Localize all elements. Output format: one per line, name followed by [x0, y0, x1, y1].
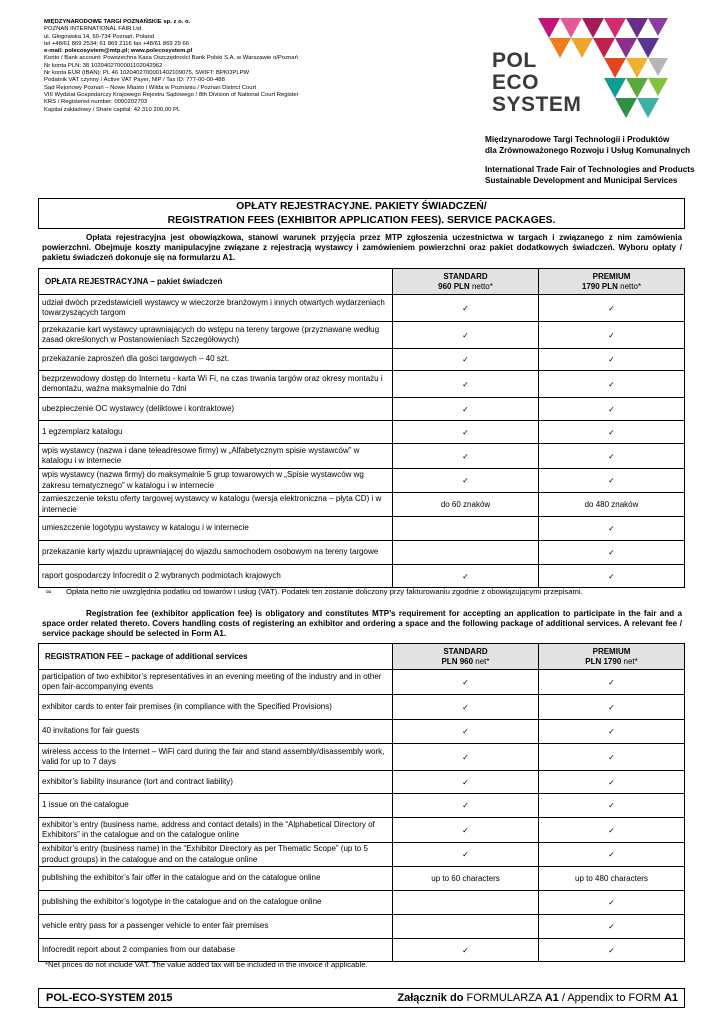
plan-name: PREMIUM	[592, 646, 631, 656]
fair-name-pl: Międzynarodowe Targi Technologii i Produktów	[485, 135, 670, 144]
standard-cell: ✓	[393, 670, 539, 695]
company-line: Kapitał zakładowy / Share capital: 42 310 200,00 PL	[44, 106, 181, 113]
table-row	[39, 421, 685, 444]
feature-cell: exhibitor cards to enter fair premises (in compliance with the Specified Provisions)	[39, 695, 393, 720]
premium-cell: ✓	[539, 818, 685, 843]
footer-appendix-part: A1	[544, 992, 559, 1004]
feature-cell: wpis wystawcy (nazwa firmy) do maksymalnie 5 grup towarowych w „Spisie wystawców wg zakresu tematycznego” w katalogu i w internecie	[39, 469, 393, 493]
table-row	[39, 349, 685, 371]
feature-cell: Infocredit report about 2 companies from our database	[39, 939, 393, 962]
table-row	[39, 371, 685, 398]
company-info	[44, 19, 464, 114]
logo-wordmark	[492, 50, 581, 116]
company-line: POZNAŃ INTERNATIONAL FAIR Ltd.	[44, 26, 143, 33]
page-title-pl: OPŁATY REJESTRACYJNE. PAKIETY ŚWIADCZEŃ/	[236, 201, 487, 212]
company-line: Podatnik VAT czynny / Active VAT Payer, NIP / Tax ID: 777-00-00-488	[44, 77, 225, 84]
feature-cell: umieszczenie logotypu wystawcy w katalogu i w internecie	[39, 517, 393, 541]
table-header-label: OPŁATA REJESTRACYJNA – pakiet świadczeń	[39, 269, 393, 295]
standard-cell	[393, 517, 539, 541]
table-row	[39, 469, 685, 493]
table-row	[39, 493, 685, 517]
feature-cell: przekazanie zaproszeń dla gości targowych – 40 szt.	[39, 349, 393, 371]
standard-cell: ✓	[393, 695, 539, 720]
table-row	[39, 771, 685, 794]
standard-cell: ✓	[393, 794, 539, 818]
feature-cell: zamieszczenie tekstu oferty targowej wystawcy w katalogu (wersja elektroniczna – płyta CD) i w internecie	[39, 493, 393, 517]
table-body	[39, 670, 685, 962]
premium-cell: ✓	[539, 744, 685, 771]
table-row	[39, 670, 685, 695]
premium-cell: ✓	[539, 794, 685, 818]
standard-cell: ✓	[393, 771, 539, 794]
standard-cell: ✓	[393, 398, 539, 421]
footnote-en: *Net prices do not include VAT. The value added tax will be included in the invoice if applicable.	[45, 960, 368, 969]
standard-cell	[393, 891, 539, 915]
fair-name-pl: dla Zrównoważonego Rozwoju i Usług Komunalnych	[485, 145, 691, 155]
feature-cell: participation of two exhibitor’s representatives in an evening meeting of the industry and in other open fair-accompanying events	[39, 670, 393, 695]
plan-price-suffix: net*	[473, 656, 490, 666]
feature-cell: 1 issue on the catalogue	[39, 794, 393, 818]
premium-cell: do 480 znaków	[539, 493, 685, 517]
feature-cell: bezprzewodowy dostęp do Internetu - karta Wi Fi, na czas trwania targów oraz okresy montażu i demontażu, ważna maksymalnie do 7dni	[39, 371, 393, 398]
company-line: Konto / Bank account: Powszechna Kasa Oszczędności Bank Polski S.A. w Warszawie o/Poznań	[44, 55, 298, 62]
company-line: ul. Głogowska 14, 60-734 Poznań, Poland	[44, 33, 155, 40]
table-body	[39, 295, 685, 588]
standard-column-header	[393, 644, 539, 670]
company-line: KRS / Registered number: 0000202703	[44, 99, 148, 106]
premium-cell: ✓	[539, 469, 685, 493]
standard-column-header	[393, 269, 539, 295]
footer-appendix-part: FORMULARZA	[466, 992, 545, 1004]
premium-cell: ✓	[539, 771, 685, 794]
table-row	[39, 695, 685, 720]
intro-paragraph-en	[42, 609, 682, 640]
premium-cell: ✓	[539, 444, 685, 469]
premium-cell: ✓	[539, 915, 685, 939]
standard-cell: ✓	[393, 720, 539, 744]
table-row	[39, 295, 685, 322]
standard-cell: ✓	[393, 421, 539, 444]
standard-cell: ✓	[393, 565, 539, 588]
logo-word: POL	[492, 49, 537, 72]
premium-cell: ✓	[539, 517, 685, 541]
premium-cell: ✓	[539, 349, 685, 371]
plan-price: 960 PLN	[438, 281, 470, 291]
feature-cell: ubezpieczenie OC wystawcy (deliktowe i kontraktowe)	[39, 398, 393, 421]
standard-cell: ✓	[393, 371, 539, 398]
table-row	[39, 843, 685, 867]
table-row	[39, 720, 685, 744]
page-title-en: REGISTRATION FEES (EXHIBITOR APPLICATION FEES). SERVICE PACKAGES.	[167, 215, 556, 226]
plan-price-suffix: net*	[621, 656, 638, 666]
premium-cell: ✓	[539, 295, 685, 322]
standard-cell: ✓	[393, 843, 539, 867]
table-header-label: REGISTRATION FEE – package of additional services	[39, 644, 393, 670]
fee-table-pl	[38, 268, 685, 588]
premium-cell: ✓	[539, 939, 685, 962]
feature-cell: raport gospodarczy Infocredit o 2 wybranych podmiotach krajowych	[39, 565, 393, 588]
company-line: Nr konta EUR (IBAN): PL 46 1020402700001402109075, SWIFT: BPKOPLPW	[44, 70, 250, 77]
premium-cell: ✓	[539, 843, 685, 867]
feature-cell: wpis wystawcy (nazwa i dane teleadresowe firmy) w „Alfabetycznym spisie wystawców” w katalogu i w internecie	[39, 444, 393, 469]
table-header-row	[39, 644, 685, 670]
company-line: Sąd Rejonowy Poznań – Nowe Miasto i Wilda w Poznaniu / Poznan District Court	[44, 84, 257, 91]
table-row	[39, 867, 685, 891]
table-row	[39, 322, 685, 349]
intro-paragraph-pl	[42, 233, 682, 264]
plan-name: PREMIUM	[592, 271, 631, 281]
feature-cell: publishing the exhibitor’s fair offer in the catalogue and on the catalogue online	[39, 867, 393, 891]
feature-cell: wireless access to the Internet – WiFi card during the fair and stand assembly/disassembly work, valid for up to 7 days	[39, 744, 393, 771]
table-row	[39, 939, 685, 962]
plan-price: PLN 1790	[585, 656, 622, 666]
feature-cell: exhibitor’s liability insurance (tort and contract liability)	[39, 771, 393, 794]
feature-cell: publishing the exhibitor’s logotype in the catalogue and on the catalogue online	[39, 891, 393, 915]
table-row	[39, 444, 685, 469]
fair-names	[485, 135, 715, 186]
premium-column-header	[539, 269, 685, 295]
premium-cell: ✓	[539, 421, 685, 444]
plan-name: STANDARD	[443, 646, 488, 656]
standard-cell: up to 60 characters	[393, 867, 539, 891]
footnote-pl	[46, 587, 583, 597]
standard-cell: ✓	[393, 444, 539, 469]
premium-cell: ✓	[539, 720, 685, 744]
feature-cell: udział dwóch przedstawicieli wystawcy w wieczorze branżowym i innych otwartych wydarzeniach towarzyszących targom	[39, 295, 393, 322]
feature-cell: 1 egzemplarz katalogu	[39, 421, 393, 444]
standard-cell: ✓	[393, 295, 539, 322]
logo-word: SYSTEM	[492, 93, 582, 116]
plan-price-suffix: netto*	[469, 281, 493, 291]
table-row	[39, 565, 685, 588]
premium-column-header	[539, 644, 685, 670]
table-row	[39, 398, 685, 421]
table-row	[39, 541, 685, 565]
feature-cell: przekazanie karty wjazdu uprawniającej do wjazdu samochodem osobowym na tereny targowe	[39, 541, 393, 565]
footer-appendix-part: A1	[663, 992, 678, 1004]
feature-cell: 40 invitations for fair guests	[39, 720, 393, 744]
plan-price: 1790 PLN	[581, 281, 618, 291]
table-row	[39, 517, 685, 541]
table-row	[39, 818, 685, 843]
standard-cell: ✓	[393, 469, 539, 493]
premium-cell: up to 480 characters	[539, 867, 685, 891]
table-row	[39, 794, 685, 818]
premium-cell: ✓	[539, 541, 685, 565]
fee-table-en	[38, 643, 685, 962]
feature-cell: vehicle entry pass for a passenger vehicle to enter fair premises	[39, 915, 393, 939]
company-line: tel +48/61 869 2534; 61 869 2116 fax +48/61 869 29 66	[44, 40, 189, 47]
standard-cell: ✓	[393, 939, 539, 962]
company-line: Nr konta PLN: 38 1020402700001102042962	[44, 62, 163, 69]
company-line: MIĘDZYNARODOWE TARGI POZNAŃSKIE sp. z o. o.	[44, 19, 191, 25]
standard-cell	[393, 541, 539, 565]
company-line: VIII Wydział Gospodarczy Krajowego Rejestru Sądowego / 8th Division of National Court Register	[44, 91, 299, 98]
footer-event-name: POL-ECO-SYSTEM 2015	[46, 992, 173, 1004]
footnote-text-pl: Opłata netto nie uwzględnia podatku od towarów i usług (VAT). Podatek ten zostanie doliczony przy fakturowaniu zgodnie z obowiązującymi przepisami.	[66, 587, 583, 596]
premium-cell: ✓	[539, 398, 685, 421]
table-row	[39, 744, 685, 771]
premium-cell: ✓	[539, 371, 685, 398]
standard-cell: do 60 znaków	[393, 493, 539, 517]
fair-name-en: Sustainable Development and Municipal Services	[485, 175, 678, 185]
premium-cell: ✓	[539, 891, 685, 915]
standard-cell: ✓	[393, 322, 539, 349]
table-header-row	[39, 269, 685, 295]
standard-cell: ✓	[393, 744, 539, 771]
company-line: e-mail: polecosystem@mtp.pl; www.polecosystem.pl	[44, 48, 193, 55]
footer-appendix	[397, 989, 678, 1007]
premium-cell: ✓	[539, 322, 685, 349]
feature-cell: exhibitor’s entry (business name, address and contact details) in the “Alphabetical Directory of Exhibitors” in the catalogue and on the catalogue online	[39, 818, 393, 843]
footnote-bullet: ∞	[46, 587, 52, 596]
premium-cell: ✓	[539, 565, 685, 588]
table-row	[39, 891, 685, 915]
footer-appendix-part: / Appendix to FORM	[558, 992, 664, 1004]
fair-name-en: International Trade Fair of Technologies and Products	[485, 165, 695, 175]
feature-cell: przekazanie kart wystawcy uprawniających do wstępu na tereny targowe (przyznawane według zasad określonych w Postanowieniach Szczegółowych)	[39, 322, 393, 349]
standard-cell	[393, 915, 539, 939]
plan-price: PLN 960	[441, 656, 474, 666]
page-title	[38, 198, 685, 229]
intro-text-pl: Opłata rejestracyjna jest obowiązkowa, stanowi warunek przyjęcia przez MTP zgłoszenia uczestnictwa w targach i związanego z nim zamówienia powierzchni. Obejmuje koszty manipulacyjne związane z rejestracją wystawcy i zamówieniem powierzchni oraz pakiet dodatkowych świadczeń. Wyboru opłaty / pakietu świadczeń dokonuje się na formularzu A1.	[42, 233, 682, 263]
standard-cell: ✓	[393, 349, 539, 371]
footer-appendix-part: Załącznik do	[397, 992, 467, 1004]
premium-cell: ✓	[539, 670, 685, 695]
intro-text-en: Registration fee (exhibitor application fee) is obligatory and constitutes MTP’s requirement for accepting an application to participate in the fair and a space order related thereto. Covers handling costs of registering an exhibitor and ordering a space and the following package of additional services. A relevant fee / service package should be selected in Form A1.	[42, 609, 682, 639]
plan-price-suffix: netto*	[617, 281, 642, 291]
table-row	[39, 915, 685, 939]
standard-cell: ✓	[393, 818, 539, 843]
plan-name: STANDARD	[443, 271, 488, 281]
premium-cell: ✓	[539, 695, 685, 720]
feature-cell: exhibitor’s entry (business name) in the “Exhibitor Directory as per Thematic Scope” (up to 5 product groups) in the catalogue and on the catalogue online	[39, 843, 393, 867]
footer	[38, 988, 685, 1008]
logo-word: ECO	[492, 71, 540, 94]
